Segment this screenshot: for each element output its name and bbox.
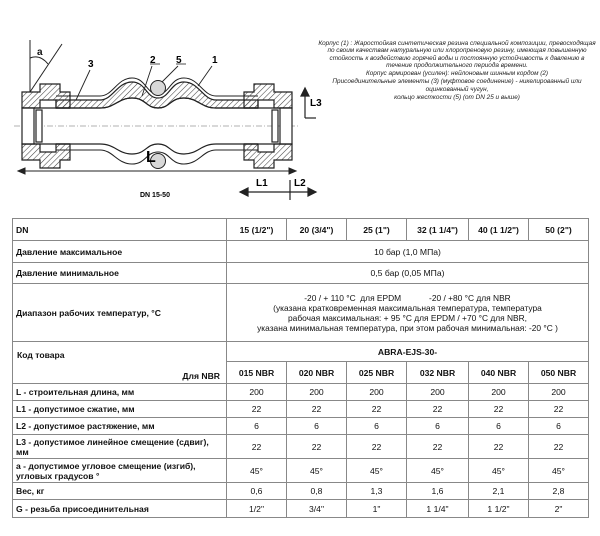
code-015: 015 NBR [227,362,287,384]
spec-row-value: 45° [287,459,347,483]
label-L2: L2 [294,178,306,189]
temperature-line-2: (указана кратковременная максимальная температура, температура [273,302,542,313]
spec-row [13,384,589,401]
spec-row-value: 0,8 [287,483,347,500]
technical-drawing [0,0,600,215]
label-dn-range: DN 15-50 [140,192,170,199]
spec-rows [13,384,589,518]
spec-row-value: 1 1/2" [469,500,529,518]
min-pressure-label: Давление минимальное [13,263,227,284]
spec-row-value: 22 [529,401,589,418]
spec-row-value: 1/2" [227,500,287,518]
code-050: 050 NBR [529,362,589,384]
spec-row-value: 45° [469,459,529,483]
description-body: Корпус (1) : Жаростойкая синтетическая резина специальной композиции, превосходящая по своим качествам натуральную или хлоропреновую резину, имеющая повышенную стойкость к воздействию горячей воды и постоянную устойчивость к давлению в течение продолжительного периода времени. [318,40,596,69]
stiffening-ring-top [151,81,166,96]
min-pressure-value: 0,5 бар (0,05 МПа) [227,263,589,284]
header-row [13,219,589,241]
product-code-label: Код товара [17,350,65,360]
spec-row-value: 200 [287,384,347,401]
spec-row-label: L2 - допустимое растяжение, мм [13,418,227,435]
description-ring: кольцо жесткости (5) (от DN 25 и выше) [394,94,520,102]
spec-row-value: 200 [227,384,287,401]
header-dn-20: 20 (3/4") [287,219,347,241]
spec-row-value: 1 1/4" [407,500,469,518]
max-pressure-label: Давление максимальное [13,241,227,263]
label-L1: L1 [256,178,268,189]
spec-row-value: 200 [347,384,407,401]
header-dn-32: 32 (1 1/4") [407,219,469,241]
code-025: 025 NBR [347,362,407,384]
spec-row-value: 22 [227,401,287,418]
label-part-3: 3 [88,59,94,70]
label-a: a [37,47,43,58]
label-part-5: 5 [176,55,182,66]
spec-row-value: 22 [407,435,469,459]
spec-row-value: 6 [287,418,347,435]
spec-row-value: 200 [529,384,589,401]
label-L: L [146,149,156,166]
spec-row-value: 1" [347,500,407,518]
temperature-line-1: -20 / + 110 °С для EPDM -20 / +80 °С для NBR [304,292,511,303]
header-dn-50: 50 (2") [529,219,589,241]
spec-row-value: 45° [347,459,407,483]
spec-row-label: L3 - допустимое линейное смещение (сдвиг), мм [13,435,227,459]
spec-row-value: 22 [347,435,407,459]
spec-row-value: 22 [469,401,529,418]
spec-row-value: 200 [469,384,529,401]
spec-row-value: 0,6 [227,483,287,500]
spec-row-value: 200 [407,384,469,401]
spec-row-value: 2" [529,500,589,518]
code-040: 040 NBR [469,362,529,384]
spec-row-value: 22 [347,401,407,418]
spec-row-value: 6 [529,418,589,435]
label-part-1: 1 [212,55,218,66]
spec-row-value: 22 [287,435,347,459]
spec-row-value: 22 [227,435,287,459]
header-dn-15: 15 (1/2") [227,219,287,241]
spec-row [13,401,589,418]
spec-row-label: Вес, кг [13,483,227,500]
spec-row-label: a - допустимое угловое смещение (изгиб), угловых градусов ° [13,459,227,483]
spec-row-value: 22 [287,401,347,418]
header-dn-25: 25 (1") [347,219,407,241]
spec-row-value: 45° [407,459,469,483]
description-reinforcement: Корпус армирован (усилен): нейлоновым шинным кордом (2) [365,70,549,78]
code-prefix-row [13,342,589,362]
spec-row [13,435,589,459]
spec-row-value: 6 [347,418,407,435]
header-dn-label: DN [13,219,227,241]
spec-row-value: 45° [529,459,589,483]
product-code-sublabel: Для NBR [182,371,220,381]
spec-row-label: L - строительная длина, мм [13,384,227,401]
spec-row-value: 22 [469,435,529,459]
spec-row [13,500,589,518]
spec-row-value: 6 [407,418,469,435]
spec-row-value: 2,8 [529,483,589,500]
temperature-row [13,284,589,342]
product-description [318,40,596,102]
header-dn-40: 40 (1 1/2") [469,219,529,241]
spec-table [12,218,589,518]
spec-row-label: L1 - допустимое сжатие, мм [13,401,227,418]
spec-row-value: 3/4" [287,500,347,518]
label-part-2: 2 [150,55,156,66]
spec-row-value: 2,1 [469,483,529,500]
spec-row-label: G - резьба присоединительная [13,500,227,518]
max-pressure-row [13,241,589,263]
spec-row [13,418,589,435]
product-code-prefix: ABRA-EJS-30- [227,342,589,362]
spec-row-value: 1,3 [347,483,407,500]
temperature-line-3: рабочая максимальная: + 95 °С для EPDM / +70 °С для NBR, [288,312,527,323]
temperature-label: Диапазон рабочих температур, °С [13,284,227,342]
temperature-line-4: указана минимальная температура, при этом рабочая минимальная: -20 °С ) [257,322,558,333]
spec-row-value: 45° [227,459,287,483]
spec-row-value: 1,6 [407,483,469,500]
min-pressure-row [13,263,589,284]
description-connectors: Присоединительные элементы (3) (муфтовое соединение) - никелированный или оцинкованный чугун, [332,78,582,93]
spec-row [13,483,589,500]
code-020: 020 NBR [287,362,347,384]
label-L3: L3 [310,98,322,109]
temperature-value [227,284,589,342]
spec-row-value: 22 [407,401,469,418]
spec-row-value: 22 [529,435,589,459]
spec-row-value: 6 [469,418,529,435]
code-032: 032 NBR [407,362,469,384]
spec-row [13,459,589,483]
max-pressure-value: 10 бар (1,0 МПа) [227,241,589,263]
product-code-cell [13,342,227,384]
spec-row-value: 6 [227,418,287,435]
